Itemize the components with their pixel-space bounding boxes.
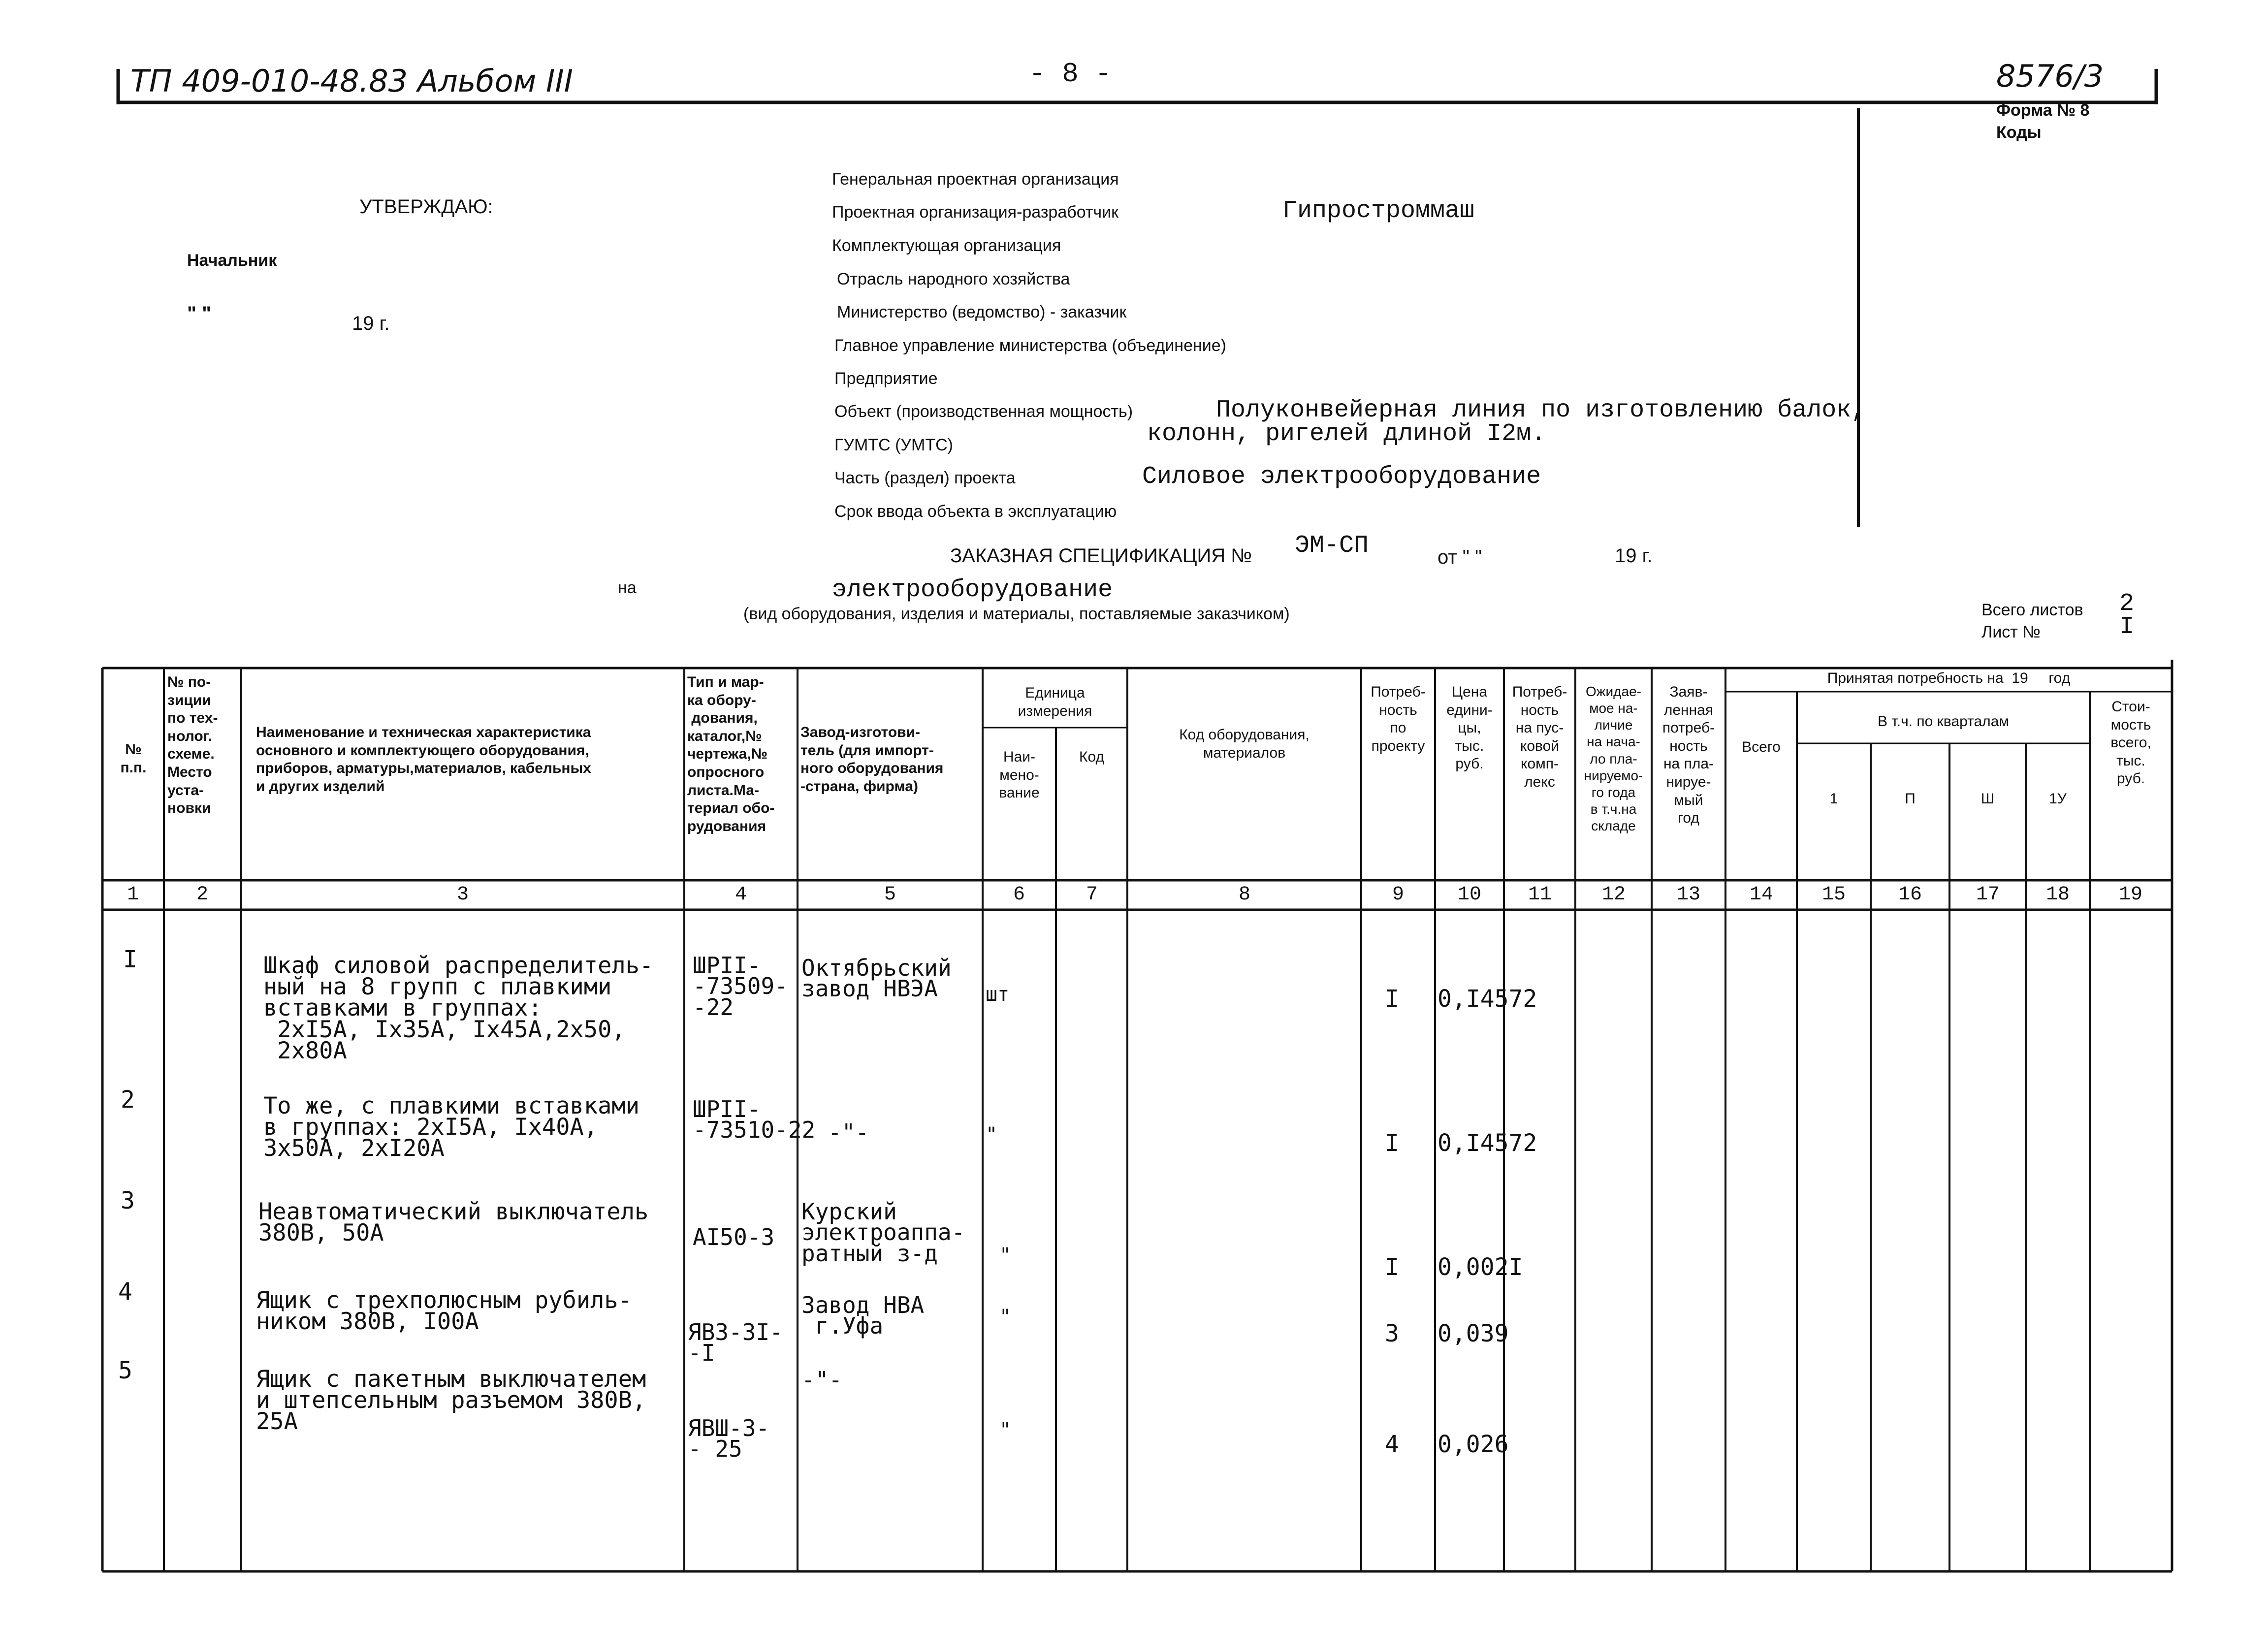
table-row-type: ЯВШ-3- - 25 xyxy=(688,1415,770,1463)
spec-subject-note: (вид оборудования, изделия и материалы, поставляемые заказчиком) xyxy=(743,605,1290,623)
table-row-number: 3 xyxy=(121,1187,135,1214)
org-gumts-value: колонн, ригелей длиной I2м. xyxy=(1147,420,1546,448)
org-deadline-label: Срок ввода объекта в эксплуатацию xyxy=(834,502,1117,521)
approval-date-quotes: " " xyxy=(187,303,212,324)
org-industry-label: Отрасль народного хозяйства xyxy=(837,270,1070,288)
table-row-name: То же, с плавкими вставками в группах: 2xI5A, Ix40A, 3x50A, 2xI20A xyxy=(263,1092,640,1162)
col-number: 5 xyxy=(884,884,896,906)
codes-label: Коды xyxy=(1996,123,2042,142)
col-header-type: Тип и мар- ка обору- дования, каталог,№ чертежа,№ опросного листа.Ма- териал обо- рудования xyxy=(687,674,775,834)
table-row-maker: Завод НВА г.Уфа xyxy=(801,1292,925,1340)
col-number: 2 xyxy=(196,884,208,906)
col-number: 15 xyxy=(1821,884,1846,906)
org-general-label: Генеральная проектная организация xyxy=(832,170,1119,189)
org-developer-value: Гипростроммаш xyxy=(1282,197,1475,225)
col-header-price: Цена едини- цы, тыс. руб. xyxy=(1446,684,1493,772)
table-row-number: 5 xyxy=(118,1357,132,1384)
col-number: 13 xyxy=(1676,884,1700,906)
col-header-equipment-code: Код оборудования, материалов xyxy=(1179,727,1310,761)
spec-on-label: на xyxy=(618,578,637,597)
table-row-quantity: I xyxy=(1385,1253,1399,1281)
spec-year: 19 г. xyxy=(1615,545,1653,567)
org-ministry-label: Министерство (ведомство) - заказчик xyxy=(837,303,1127,321)
org-object-value: Полуконвейерная линия по изготовлению балок, xyxy=(1216,396,1866,424)
org-supplier-label: Комплектующая организация xyxy=(832,236,1061,255)
col-header-quarters: В т.ч. по кварталам xyxy=(1878,713,2009,730)
chief-label: Начальник xyxy=(187,251,277,270)
table-row-price: 0,026 xyxy=(1437,1431,1509,1458)
table-row-quantity: I xyxy=(1385,985,1399,1013)
approval-year: 19 г. xyxy=(352,313,390,334)
table-row-quantity: 4 xyxy=(1385,1431,1399,1458)
spec-subject: электрооборудование xyxy=(832,576,1113,604)
col-header-q2: П xyxy=(1905,791,1916,807)
table-row-quantity: 3 xyxy=(1385,1320,1399,1347)
table-row-price: 0,I4572 xyxy=(1437,985,1537,1013)
table-row-unit: " xyxy=(999,1244,1012,1267)
sheet-number-label: Лист № xyxy=(1981,623,2041,641)
col-header-declared: Заяв- ленная потреб- ность на пла- нируе- мый год xyxy=(1662,684,1715,827)
col-header-q3: Ш xyxy=(1981,791,1995,807)
org-object-label: Объект (производственная мощность) xyxy=(834,402,1133,421)
table-row-maker: -"- xyxy=(828,1119,869,1146)
col-header-q4: 1У xyxy=(2049,791,2067,807)
sheet-code: 8576/3 xyxy=(1996,58,2104,94)
col-header-unit: Единица измерения xyxy=(1018,685,1092,719)
col-number: 18 xyxy=(2045,884,2070,906)
table-row-unit: " xyxy=(999,1419,1012,1441)
table-row-unit: шт xyxy=(986,983,1010,1006)
col-number: 17 xyxy=(1976,884,2000,906)
col-header-unit-code: Код xyxy=(1079,749,1104,765)
org-gumts-label: ГУМТС (УМТС) xyxy=(834,436,953,454)
col-header-total: Всего xyxy=(1742,739,1781,755)
col-number: 14 xyxy=(1749,884,1773,906)
spec-date: от " " xyxy=(1437,546,1482,568)
sheets-total-label: Всего листов xyxy=(1981,601,2083,619)
col-number: 8 xyxy=(1238,884,1250,906)
approval-heading: УТВЕРЖДАЮ: xyxy=(359,196,493,218)
org-department-label: Главное управление министерства (объединение) xyxy=(834,336,1226,355)
col-number: 3 xyxy=(456,884,469,906)
col-number: 12 xyxy=(1601,884,1626,906)
col-number: 10 xyxy=(1457,884,1481,906)
table-row-price: 0,I4572 xyxy=(1437,1129,1537,1157)
table-row-type: АI50-3 xyxy=(693,1224,775,1250)
spec-title: ЗАКАЗНАЯ СПЕЦИФИКАЦИЯ № xyxy=(950,545,1252,567)
table-row-type: ШРII- -73510-22 xyxy=(693,1096,816,1144)
col-number: 6 xyxy=(1013,884,1025,906)
col-number: 11 xyxy=(1528,884,1552,906)
col-header-position: № по- зиции по тех- нолог. схеме. Место уста- новки xyxy=(167,674,218,817)
table-row-maker: Курский электроаппа- ратный з-д xyxy=(801,1198,965,1267)
col-number: 4 xyxy=(735,884,747,906)
table-row-name: Шкаф силовой распределитель- ный на 8 групп с плавкими вставками в группах: 2xI5A, Ix35A, Ix45A,2x50, 2x80A xyxy=(263,952,654,1064)
col-header-name: Наименование и техническая характеристика основного и комплектующего оборудования, приборов, арматуры,материалов, кабельных и других изделий xyxy=(256,724,591,795)
col-header-accepted: Принятая потребность на 19 год xyxy=(1827,670,2071,686)
table-row-name: Ящик с трехполюсным рубиль- ником 380В, I00А xyxy=(256,1287,633,1336)
col-header-q1: 1 xyxy=(1829,791,1838,807)
table-row-unit: " xyxy=(999,1306,1012,1328)
table-row-type: ШРII- -73509- -22 xyxy=(693,952,788,1021)
col-header-cost: Стои- мость всего, тыс. руб. xyxy=(2110,699,2151,787)
sheet-number-value: I xyxy=(2119,613,2135,641)
table-row-name: Неавтоматический выключатель 380В, 50А xyxy=(258,1198,649,1247)
table-row-number: 4 xyxy=(118,1278,132,1306)
form-number: Форма № 8 xyxy=(1996,101,2090,120)
sheets-total-value: 2 xyxy=(2119,590,2135,618)
col-header-expected: Ожидае- мое на- личие на нача- ло пла- нируемо- го года в т.ч.на складе xyxy=(1584,684,1643,834)
col-header-startup: Потреб- ность на пус- ковой комп- лекс xyxy=(1512,684,1567,790)
table-row-price: 0,039 xyxy=(1437,1320,1509,1347)
table-row-price: 0,002I xyxy=(1437,1253,1523,1281)
org-enterprise-label: Предприятие xyxy=(834,369,938,388)
table-row-maker: -"- xyxy=(801,1367,843,1393)
table-row-name: Ящик с пакетным выключателем и штепсельным разъемом 380В, 25А xyxy=(256,1366,646,1436)
table-row-maker: Октябрьский завод НВЭА xyxy=(801,955,952,1002)
col-number: 9 xyxy=(1392,884,1404,906)
col-number: 7 xyxy=(1086,884,1098,906)
table-row-quantity: I xyxy=(1385,1129,1399,1157)
page-number: - 8 - xyxy=(1029,58,1112,90)
table-row-unit: " xyxy=(986,1123,998,1146)
col-header-demand: Потреб- ность по проекту xyxy=(1371,684,1426,754)
table-row-number: I xyxy=(123,946,137,973)
table-row-number: 2 xyxy=(121,1086,135,1114)
col-header-maker: Завод-изготови- тель (для импорт- ного оборудования -страна, фирма) xyxy=(800,724,944,795)
col-header-index: № п.п. xyxy=(120,741,147,776)
document-reference: ТП 409-010-48.83 Альбом III xyxy=(130,63,573,99)
spec-number: ЭМ-СП xyxy=(1295,532,1369,560)
col-header-unit-name: Наи- мено- вание xyxy=(999,749,1040,801)
org-section-value: Силовое электрооборудование xyxy=(1142,463,1541,491)
col-number: 16 xyxy=(1898,884,1922,906)
col-number: 1 xyxy=(127,884,139,906)
col-number: 19 xyxy=(2118,884,2142,906)
org-developer-label: Проектная организация-разработчик xyxy=(832,203,1119,222)
table-row-type: ЯВЗ-3I- -I xyxy=(688,1319,783,1367)
org-section-label: Часть (раздел) проекта xyxy=(834,469,1016,487)
